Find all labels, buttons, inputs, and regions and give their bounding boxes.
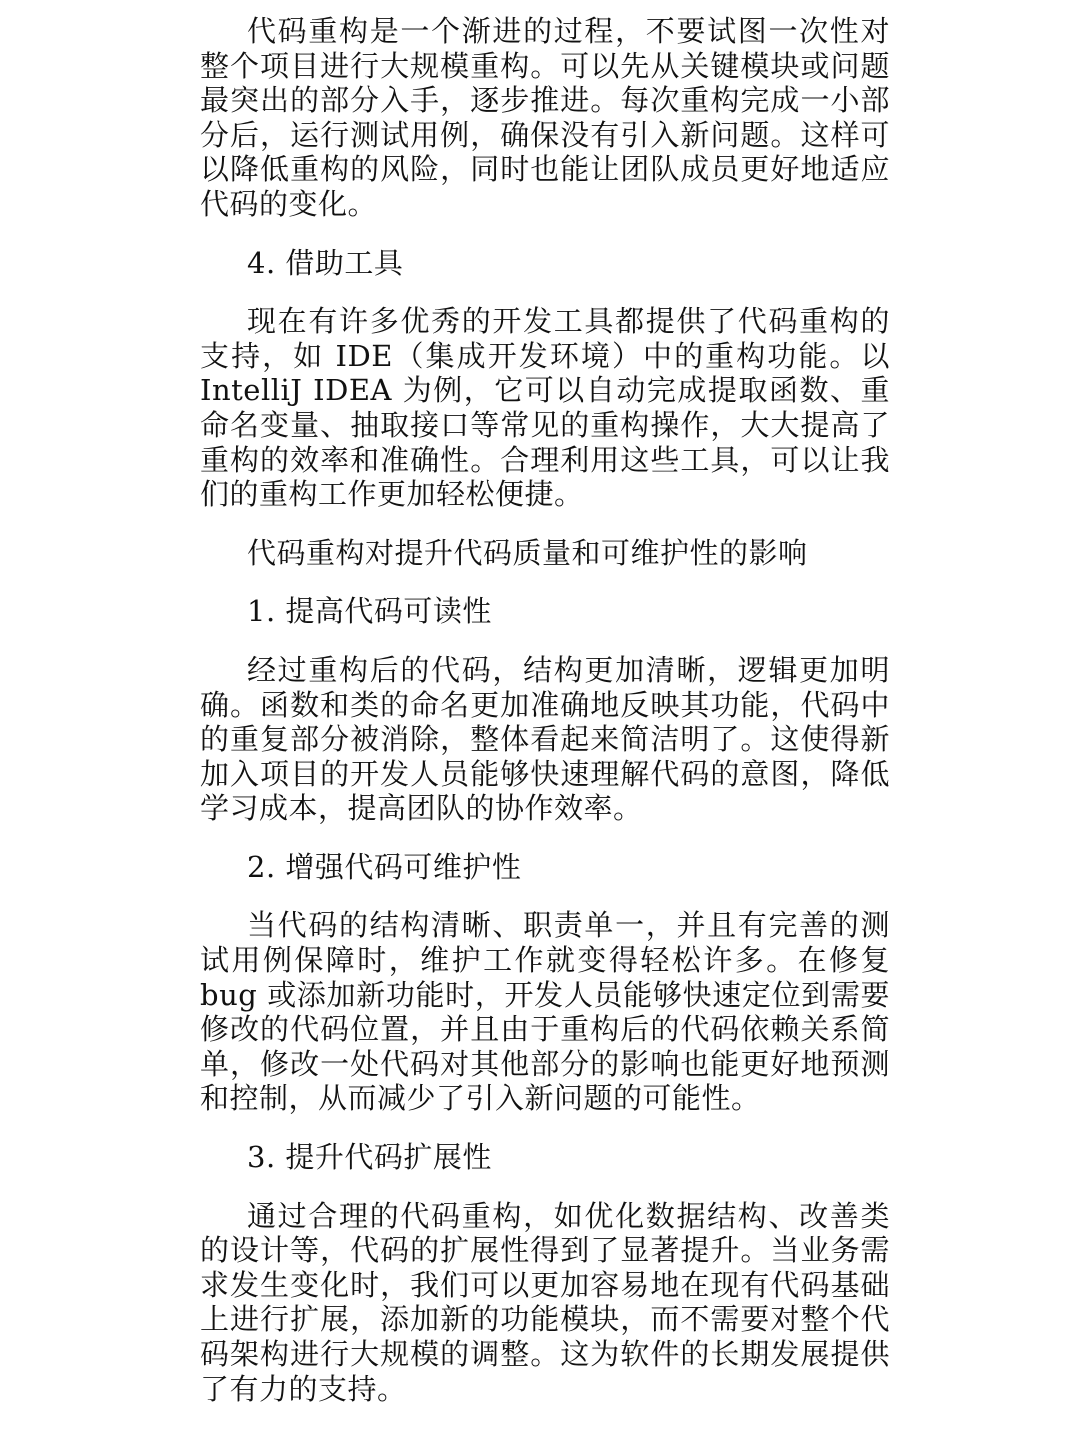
paragraph-incremental-refactoring: 代码重构是一个渐进的过程，不要试图一次性对整个项目进行大规模重构。可以先从关键模块或问题最突出的部分入手，逐步推进。每次重构完成一小部分后，运行测试用例，确保没有引入新问题。这样可以降低重构的风险，同时也能让团队成员更好地适应代码的变化。	[200, 14, 890, 221]
paragraph-use-tools: 现在有许多优秀的开发工具都提供了代码重构的支持，如 IDE（集成开发环境）中的重构功能。以 IntelliJ IDEA 为例，它可以自动完成提取函数、重命名变量、抽取接口等常见的重构操作，大大提高了重构的效率和准确性。合理利用这些工具，可以让我们的重构工作更加轻松便捷。	[200, 304, 890, 512]
document-body	[200, 14, 890, 1430]
heading-extensibility: 3. 提升代码扩展性	[247, 1140, 492, 1175]
paragraph-readability: 经过重构后的代码，结构更加清晰，逻辑更加明确。函数和类的命名更加准确地反映其功能，代码中的重复部分被消除，整体看起来简洁明了。这使得新加入项目的开发人员能够快速理解代码的意图，降低学习成本，提高团队的协作效率。	[200, 652, 890, 826]
paragraph-maintainability: 当代码的结构清晰、职责单一，并且有完善的测试用例保障时，维护工作就变得轻松许多。在修复 bug 或添加新功能时，开发人员能够快速定位到需要修改的代码位置，并且由于重构后的代码依赖关系简单，修改一处代码对其他部分的影响也能更好地预测和控制，从而减少了引入新问题的可能性。	[200, 908, 890, 1116]
section-title-impact: 代码重构对提升代码质量和可维护性的影响	[247, 535, 808, 570]
heading-readability: 1. 提高代码可读性	[247, 594, 492, 629]
heading-maintainability: 2. 增强代码可维护性	[247, 849, 522, 884]
paragraph-extensibility: 通过合理的代码重构，如优化数据结构、改善类的设计等，代码的扩展性得到了显著提升。当业务需求发生变化时，我们可以更加容易地在现有代码基础上进行扩展，添加新的功能模块，而不需要对整个代码架构进行大规模的调整。这为软件的长期发展提供了有力的支持。	[200, 1198, 890, 1406]
heading-use-tools: 4. 借助工具	[247, 245, 404, 280]
